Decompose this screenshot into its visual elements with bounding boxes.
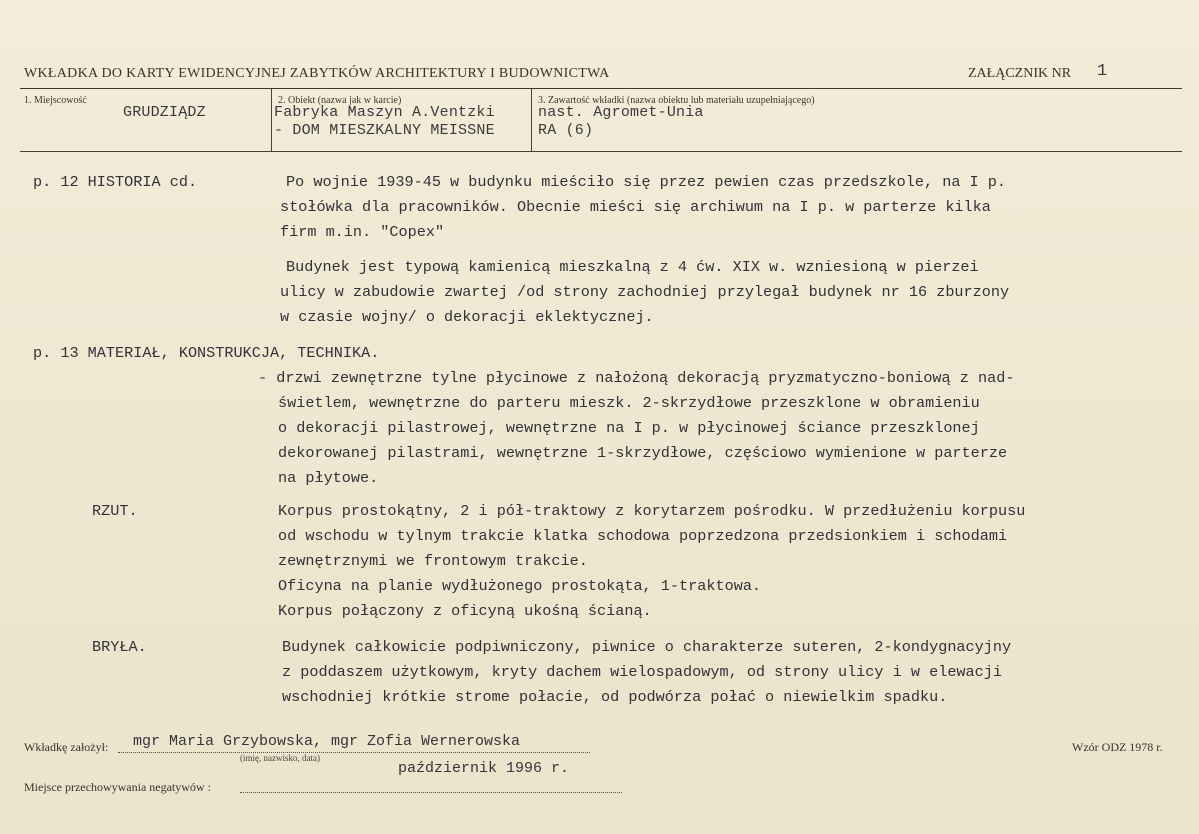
text-line: zewnętrznymi we frontowym trakcie. [278,552,588,570]
field-divider [531,89,532,151]
negatives-label: Miejsce przechowywania negatywów : [24,780,211,794]
text-line: ulicy w zabudowie zwartej /od strony zachodniej przylegał budynek nr 16 zburzony [280,283,1010,301]
card-title: WKŁADKA DO KARTY EWIDENCYJNEJ ZABYTKÓW ARCHITEKTURY I BUDOWNICTWA [24,66,610,81]
contents-line-2: RA (6) [538,122,594,139]
text-line: z poddaszem użytkowym, kryty dachem wielospadowym, od strony ulicy i w elewacji [282,663,1003,681]
author-dotted-line [118,752,590,753]
text-line: o dekoracji pilastrowej, wewnętrzne na I p. w płycinowej ściance przeszklonej [278,419,980,437]
attachment-label: ZAŁĄCZNIK NR [968,66,1072,81]
text-line: dekorowanej pilastrami, wewnętrzne 1-skrzydłowe, częściowo wymienione w parterze [278,444,1008,462]
contents-line-1: nast. Agromet-Unia [538,104,704,121]
contents-label: 3. Zawartość wkładki (nazwa obiektu lub materiału uzupełniającego) [538,95,815,106]
author-hint: (imię, nazwisko, data) [240,753,320,763]
author-value: mgr Maria Grzybowska, mgr Zofia Wernerowska [133,733,521,750]
form-version: Wzór ODZ 1978 r. [1072,740,1163,754]
date-value: październik 1996 r. [398,760,570,777]
text-line: Oficyna na planie wydłużonego prostokąta, 1-traktowa. [278,577,762,595]
text-line: firm m.in. "Copex" [280,223,445,241]
negatives-dotted-line [240,792,622,793]
object-line-1: Fabryka Maszyn A.Ventzki [274,104,495,121]
text-line: - drzwi zewnętrzne tylne płycinowe z nałożoną dekoracją pryzmatyczno-boniową z nad- [258,369,1015,387]
object-line-2: - DOM MIESZKALNY MEISSNE [274,122,495,139]
text-line: w czasie wojny/ o dekoracji eklektycznej. [280,308,654,326]
header-rule [20,88,1182,89]
text-line: od wschodu w tylnym trakcie klatka schodowa poprzedzona przedsionkiem i schodami [278,527,1008,545]
attachment-number: 1 [1097,62,1108,81]
location-value: GRUDZIĄDZ [123,104,206,121]
fields-rule [20,151,1182,152]
section-heading: p. 12 HISTORIA cd. [33,173,198,191]
text-line: stołówka dla pracowników. Obecnie mieści się archiwum na I p. w parterze kilka [280,198,991,216]
text-line: Budynek całkowicie podpiwniczony, piwnice o charakterze suteren, 2-kondygnacyjny [282,638,1012,656]
location-label: 1. Miejscowość [24,95,87,106]
object-label: 2. Obiekt (nazwa jak w karcie) [278,95,402,106]
section-heading: p. 13 MATERIAŁ, KONSTRUKCJA, TECHNIKA. [33,344,380,362]
text-line: na płytowe. [278,469,379,487]
field-divider [271,89,272,151]
text-line: Budynek jest typową kamienicą mieszkalną z 4 ćw. XIX w. wzniesioną w pierzei [286,258,979,276]
text-line: wschodniej krótkie strome połacie, od podwórza połać o niewielkim spadku. [282,688,948,706]
author-label: Wkładkę założył: [24,740,109,754]
text-line: Po wojnie 1939-45 w budynku mieściło się przez pewien czas przedszkole, na I p. [286,173,1007,191]
text-line: Korpus połączony z oficyną ukośną ścianą. [278,602,652,620]
section-heading: BRYŁA. [92,638,147,656]
text-line: świetlem, wewnętrzne do parteru mieszk. 2-skrzydłowe przeszklone w obramieniu [278,394,980,412]
section-heading: RZUT. [92,502,138,520]
text-line: Korpus prostokątny, 2 i pół-traktowy z korytarzem pośrodku. W przedłużeniu korpusu [278,502,1026,520]
